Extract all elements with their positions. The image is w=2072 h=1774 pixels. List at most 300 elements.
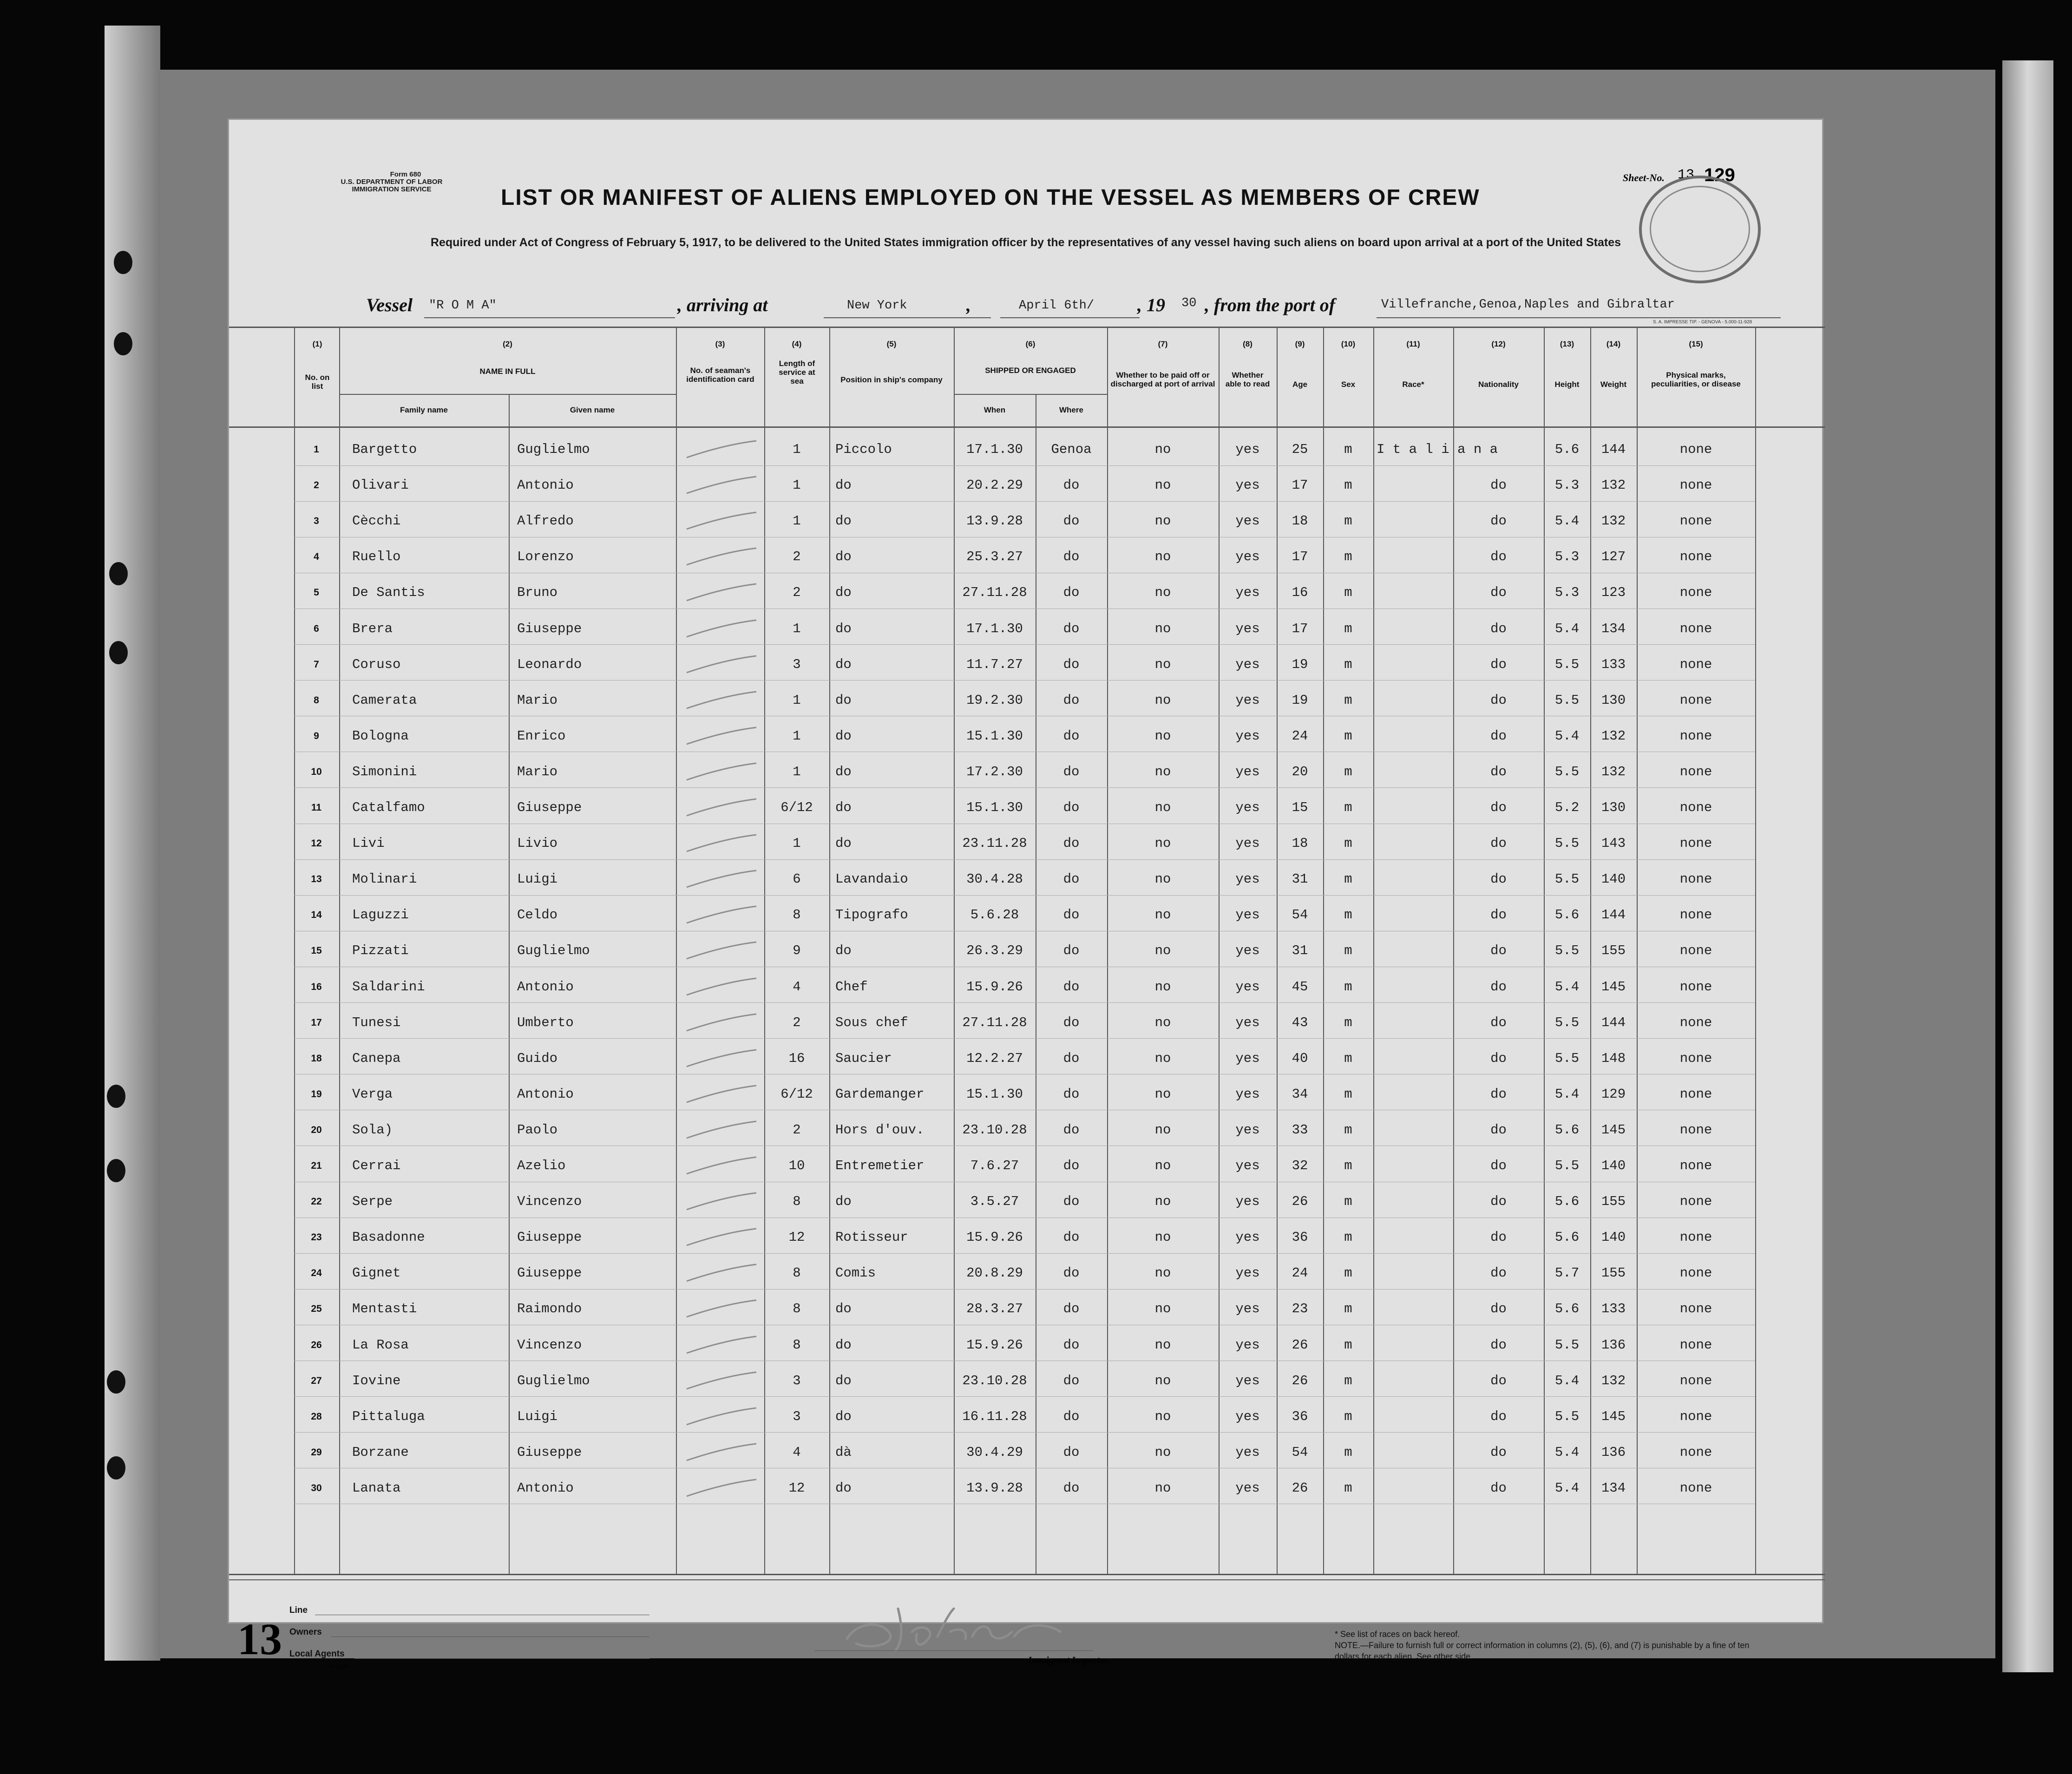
- cell-service: 9: [793, 943, 801, 959]
- col-11-header: Race*: [1402, 380, 1424, 389]
- cell-nat: do: [1490, 1301, 1507, 1317]
- cell-paid: no: [1154, 1373, 1171, 1388]
- page-title: LIST OR MANIFEST OF ALIENS EMPLOYED ON THE VESSEL AS MEMBERS OF CREW: [501, 185, 1480, 210]
- cell-sex: m: [1344, 656, 1352, 672]
- cell-service: 1: [793, 692, 801, 708]
- cell-weight: 136: [1601, 1337, 1626, 1353]
- cell-service: 4: [793, 979, 801, 995]
- col-8-header: Whether able to read: [1225, 371, 1270, 388]
- row-number: 1: [314, 444, 319, 455]
- cell-service: 2: [793, 1122, 801, 1138]
- cell-paid: no: [1154, 1015, 1171, 1030]
- table-top-border: [229, 327, 1825, 328]
- cell-service: 6/12: [780, 1086, 813, 1102]
- cell-height: 5.5: [1554, 692, 1580, 708]
- cell-nat: do: [1490, 764, 1507, 779]
- row-rule: [294, 1396, 1755, 1397]
- cell-age: 18: [1292, 513, 1308, 529]
- date-comma: ,: [966, 295, 971, 315]
- form-number: Form 680: [390, 170, 421, 178]
- cell-family: Mentasti: [352, 1301, 417, 1317]
- cell-height: 5.3: [1554, 585, 1580, 601]
- cell-position: do: [835, 764, 852, 779]
- cell-when: 19.2.30: [966, 692, 1023, 708]
- cell-where: do: [1063, 764, 1080, 779]
- id-card-check-mark: [682, 545, 761, 569]
- footer-line-label: Line: [289, 1605, 308, 1615]
- cell-paid: no: [1154, 943, 1171, 959]
- cell-weight: 144: [1601, 442, 1626, 457]
- year-prefix: , 19: [1137, 295, 1165, 315]
- cell-height: 5.5: [1554, 871, 1580, 887]
- from-port-underline: [1377, 317, 1781, 318]
- service-name: IMMIGRATION SERVICE: [352, 185, 432, 193]
- cell-where: do: [1063, 1373, 1080, 1388]
- cell-when: 15.1.30: [966, 728, 1023, 744]
- cell-age: 34: [1292, 1086, 1308, 1102]
- cell-given: Giuseppe: [517, 621, 582, 636]
- cell-read: yes: [1235, 1230, 1260, 1245]
- cell-paid: no: [1154, 1444, 1171, 1460]
- cell-service: 3: [793, 1373, 801, 1388]
- cell-when: 20.8.29: [966, 1265, 1023, 1281]
- name-header-rule: [339, 394, 676, 395]
- cell-where: do: [1063, 800, 1080, 815]
- cell-paid: no: [1154, 907, 1171, 923]
- cell-position: do: [835, 478, 852, 493]
- cell-marks: none: [1679, 1408, 1712, 1424]
- cell-given: Guglielmo: [517, 1373, 590, 1388]
- cell-nat: do: [1490, 656, 1507, 672]
- cell-service: 2: [793, 585, 801, 601]
- page-subtitle: Required under Act of Congress of February 5, 1917, to be delivered to the United States immigration officer by the representatives of any vessel having such aliens on board upon arrival at a port of the United States: [430, 236, 1621, 249]
- cell-age: 16: [1292, 585, 1308, 601]
- cell-read: yes: [1235, 1194, 1260, 1210]
- col-5-header: Position in ship's company: [840, 375, 943, 384]
- row-rule: [294, 1002, 1755, 1003]
- cell-when: 28.3.27: [966, 1301, 1023, 1317]
- vessel-label: Vessel: [366, 295, 413, 315]
- id-card-check-mark: [682, 1369, 761, 1393]
- row-rule: [294, 787, 1755, 788]
- cell-where: do: [1063, 1050, 1080, 1066]
- binder-hole-icon: [107, 1085, 125, 1108]
- cell-service: 10: [788, 1158, 805, 1173]
- cell-position: do: [835, 585, 852, 601]
- cell-family: Canepa: [352, 1050, 401, 1066]
- cell-service: 12: [788, 1480, 805, 1496]
- cell-read: yes: [1235, 1301, 1260, 1317]
- id-card-check-mark: [682, 1047, 761, 1070]
- col-11-number: (11): [1406, 340, 1420, 348]
- cell-height: 5.4: [1554, 728, 1580, 744]
- col-10-header: Sex: [1341, 380, 1356, 389]
- cell-where: do: [1063, 943, 1080, 959]
- cell-weight: 134: [1601, 1480, 1626, 1496]
- cell-when: 15.9.26: [966, 1337, 1023, 1353]
- cell-given: Guglielmo: [517, 442, 590, 457]
- cell-sex: m: [1344, 943, 1352, 959]
- cell-where: do: [1063, 1265, 1080, 1281]
- cell-read: yes: [1235, 728, 1260, 744]
- row-number: 21: [311, 1160, 322, 1171]
- cell-marks: none: [1679, 1444, 1712, 1460]
- id-card-check-mark: [682, 1297, 761, 1321]
- cell-height: 5.5: [1554, 1337, 1580, 1353]
- cell-read: yes: [1235, 1050, 1260, 1066]
- cell-nat: do: [1490, 943, 1507, 959]
- cell-age: 43: [1292, 1015, 1308, 1030]
- cell-position: Entremetier: [835, 1158, 925, 1173]
- cell-paid: no: [1154, 1301, 1171, 1317]
- cell-given: Enrico: [517, 728, 566, 744]
- cell-position: Piccolo: [835, 442, 892, 457]
- cell-nat: do: [1490, 1337, 1507, 1353]
- cell-where: do: [1063, 692, 1080, 708]
- cell-family: Saldarini: [352, 979, 425, 995]
- row-rule: [294, 859, 1755, 860]
- cell-sex: m: [1344, 585, 1352, 601]
- cell-weight: 134: [1601, 621, 1626, 636]
- cell-position: do: [835, 943, 852, 959]
- cell-position: do: [835, 621, 852, 636]
- cell-paid: no: [1154, 728, 1171, 744]
- cell-marks: none: [1679, 478, 1712, 493]
- cell-sex: m: [1344, 800, 1352, 815]
- col-4-number: (4): [792, 340, 802, 348]
- id-card-check-mark: [682, 1405, 761, 1428]
- cell-given: Giuseppe: [517, 1230, 582, 1245]
- id-card-check-mark: [682, 510, 761, 533]
- cell-nat: do: [1490, 979, 1507, 995]
- cell-age: 31: [1292, 943, 1308, 959]
- cell-when: 20.2.29: [966, 478, 1023, 493]
- cell-position: do: [835, 692, 852, 708]
- cell-age: 40: [1292, 1050, 1308, 1066]
- cell-age: 19: [1292, 656, 1308, 672]
- row-number: 3: [314, 516, 319, 527]
- cell-read: yes: [1235, 692, 1260, 708]
- cell-where: do: [1063, 1301, 1080, 1317]
- cell-age: 19: [1292, 692, 1308, 708]
- signature-line: [814, 1650, 1093, 1651]
- cell-age: 17: [1292, 478, 1308, 493]
- row-number: 27: [311, 1375, 322, 1386]
- cell-paid: no: [1154, 1408, 1171, 1424]
- cell-where: do: [1063, 1158, 1080, 1173]
- cell-weight: 155: [1601, 1194, 1626, 1210]
- cell-height: 5.5: [1554, 943, 1580, 959]
- cell-age: 23: [1292, 1301, 1308, 1317]
- id-card-check-mark: [682, 689, 761, 712]
- header-bottom-border: [229, 426, 1825, 428]
- cell-marks: none: [1679, 549, 1712, 565]
- cell-weight: 132: [1601, 478, 1626, 493]
- cell-age: 15: [1292, 800, 1308, 815]
- col-4-header: Length of service at sea: [779, 359, 815, 386]
- id-card-check-mark: [682, 903, 761, 927]
- cell-height: 5.3: [1554, 549, 1580, 565]
- cell-service: 12: [788, 1230, 805, 1245]
- cell-paid: no: [1154, 800, 1171, 815]
- cell-nat: do: [1490, 800, 1507, 815]
- footer-code: 14-1240: [329, 1663, 350, 1669]
- cell-sex: m: [1344, 1050, 1352, 1066]
- cell-service: 1: [793, 513, 801, 529]
- cell-when: 16.11.28: [962, 1408, 1027, 1424]
- cell-marks: none: [1679, 979, 1712, 995]
- col-9-number: (9): [1295, 340, 1305, 348]
- cell-read: yes: [1235, 513, 1260, 529]
- cell-family: Serpe: [352, 1194, 393, 1210]
- row-number: 8: [314, 694, 319, 706]
- cell-family: Livi: [352, 836, 385, 851]
- sheet-number-label: Sheet-No.: [1623, 172, 1665, 183]
- cell-where: do: [1063, 585, 1080, 601]
- cell-when: 23.10.28: [962, 1373, 1027, 1388]
- cell-service: 16: [788, 1050, 805, 1066]
- cell-paid: no: [1154, 1158, 1171, 1173]
- cell-service: 2: [793, 1015, 801, 1030]
- cell-position: Chef: [835, 979, 868, 995]
- cell-given: Celdo: [517, 907, 558, 923]
- cell-marks: none: [1679, 1122, 1712, 1138]
- cell-where: do: [1063, 621, 1080, 636]
- cell-nat: do: [1490, 907, 1507, 923]
- cell-when: 3.5.27: [970, 1194, 1019, 1210]
- col-6-number: (6): [1025, 340, 1036, 348]
- cell-height: 5.4: [1554, 621, 1580, 636]
- cell-height: 5.7: [1554, 1265, 1580, 1281]
- id-card-check-mark: [682, 1334, 761, 1357]
- cell-position: Hors d'ouv.: [835, 1122, 925, 1138]
- cell-marks: none: [1679, 764, 1712, 779]
- cell-weight: 127: [1601, 549, 1626, 565]
- cell-where: do: [1063, 656, 1080, 672]
- arriving-label: , arriving at: [677, 295, 768, 315]
- column-divider: [676, 327, 677, 1574]
- id-card-check-mark: [682, 581, 761, 604]
- cell-family: Molinari: [352, 871, 417, 887]
- cell-sex: m: [1344, 979, 1352, 995]
- cell-marks: none: [1679, 800, 1712, 815]
- row-rule: [294, 1253, 1755, 1254]
- row-rule: [294, 1289, 1755, 1290]
- date-underline: [1000, 317, 1140, 318]
- cell-sex: m: [1344, 1194, 1352, 1210]
- race-footnote: * See list of races on back hereof.: [1335, 1630, 1460, 1639]
- binder-strip: [105, 26, 160, 1661]
- cell-position: do: [835, 1301, 852, 1317]
- cell-service: 6: [793, 871, 801, 887]
- cell-paid: no: [1154, 1265, 1171, 1281]
- row-rule: [294, 644, 1755, 645]
- col-13-header: Height: [1554, 380, 1580, 389]
- cell-age: 36: [1292, 1230, 1308, 1245]
- cell-paid: no: [1154, 1337, 1171, 1353]
- cell-age: 26: [1292, 1337, 1308, 1353]
- cell-age: 26: [1292, 1194, 1308, 1210]
- cell-age: 17: [1292, 549, 1308, 565]
- cell-nat: do: [1490, 1480, 1507, 1496]
- row-number: 14: [311, 910, 322, 921]
- cell-read: yes: [1235, 764, 1260, 779]
- cell-position: Rotisseur: [835, 1230, 908, 1245]
- cell-nat: do: [1490, 1050, 1507, 1066]
- cell-read: yes: [1235, 1265, 1260, 1281]
- cell-read: yes: [1235, 907, 1260, 923]
- cell-marks: none: [1679, 1015, 1712, 1030]
- cell-read: yes: [1235, 1373, 1260, 1388]
- port-underline: [824, 317, 991, 318]
- cell-given: Guglielmo: [517, 943, 590, 959]
- cell-marks: none: [1679, 513, 1712, 529]
- cell-given: Vincenzo: [517, 1337, 582, 1353]
- cell-marks: none: [1679, 656, 1712, 672]
- cell-read: yes: [1235, 1015, 1260, 1030]
- column-divider: [829, 327, 830, 1574]
- cell-sex: m: [1344, 1337, 1352, 1353]
- cell-paid: no: [1154, 1194, 1171, 1210]
- row-number: 10: [311, 766, 322, 777]
- cell-nat: do: [1490, 1015, 1507, 1030]
- row-number: 18: [311, 1053, 322, 1064]
- cell-where: do: [1063, 1122, 1080, 1138]
- cell-paid: no: [1154, 692, 1171, 708]
- cell-weight: 144: [1601, 1015, 1626, 1030]
- col-2b-header: Given name: [570, 406, 615, 414]
- col-12-number: (12): [1491, 340, 1506, 348]
- cell-read: yes: [1235, 585, 1260, 601]
- cell-paid: no: [1154, 478, 1171, 493]
- row-number: 9: [314, 730, 319, 741]
- cell-when: 27.11.28: [962, 1015, 1027, 1030]
- binder-hole-icon: [114, 332, 132, 355]
- inspector-label: Immigrant Inspector.: [1028, 1655, 1110, 1665]
- binder-hole-icon: [109, 562, 128, 585]
- id-card-check-mark: [682, 474, 761, 497]
- table-bottom-border: [229, 1574, 1825, 1575]
- row-rule: [294, 1432, 1755, 1433]
- cell-height: 5.4: [1554, 1480, 1580, 1496]
- cell-family: Cècchi: [352, 513, 401, 529]
- binder-hole-icon: [107, 1159, 125, 1182]
- cell-race: I t a l i a n a: [1377, 442, 1498, 457]
- id-card-check-mark: [682, 438, 761, 461]
- cell-nat: do: [1490, 1194, 1507, 1210]
- id-card-check-mark: [682, 832, 761, 855]
- col-2-number: (2): [503, 340, 512, 348]
- cell-marks: none: [1679, 1194, 1712, 1210]
- row-number: 29: [311, 1447, 322, 1458]
- cell-nat: do: [1490, 513, 1507, 529]
- table-bottom-border-2: [229, 1579, 1825, 1580]
- cell-sex: m: [1344, 1408, 1352, 1424]
- cell-when: 17.2.30: [966, 764, 1023, 779]
- cell-position: do: [835, 1194, 852, 1210]
- id-card-check-mark: [682, 1262, 761, 1285]
- cell-read: yes: [1235, 836, 1260, 851]
- cell-position: do: [835, 549, 852, 565]
- cell-where: do: [1063, 871, 1080, 887]
- cell-height: 5.6: [1554, 907, 1580, 923]
- cell-family: Lanata: [352, 1480, 401, 1496]
- cell-weight: 145: [1601, 979, 1626, 995]
- cell-marks: none: [1679, 907, 1712, 923]
- binder-hole-icon: [107, 1370, 125, 1394]
- cell-height: 5.6: [1554, 1194, 1580, 1210]
- cell-height: 5.6: [1554, 1122, 1580, 1138]
- cell-service: 1: [793, 764, 801, 779]
- cell-given: Livio: [517, 836, 558, 851]
- cell-marks: none: [1679, 442, 1712, 457]
- cell-age: 24: [1292, 1265, 1308, 1281]
- cell-nat: do: [1490, 1230, 1507, 1245]
- cell-position: Gardemanger: [835, 1086, 925, 1102]
- cell-nat: do: [1490, 1373, 1507, 1388]
- cell-weight: 132: [1601, 728, 1626, 744]
- cell-family: Tunesi: [352, 1015, 401, 1030]
- col-6a-header: When: [984, 406, 1006, 414]
- col-10-number: (10): [1341, 340, 1356, 348]
- cell-given: Alfredo: [517, 513, 574, 529]
- cell-marks: none: [1679, 1337, 1712, 1353]
- cell-sex: m: [1344, 728, 1352, 744]
- cell-weight: 130: [1601, 692, 1626, 708]
- cell-weight: 143: [1601, 836, 1626, 851]
- cell-height: 5.5: [1554, 656, 1580, 672]
- row-number: 25: [311, 1303, 322, 1315]
- binder-hole-icon: [107, 1456, 125, 1479]
- row-number: 4: [314, 551, 319, 563]
- cell-when: 17.1.30: [966, 621, 1023, 636]
- cell-read: yes: [1235, 478, 1260, 493]
- cell-where: do: [1063, 1015, 1080, 1030]
- cell-when: 17.1.30: [966, 442, 1023, 457]
- cell-age: 31: [1292, 871, 1308, 887]
- binder-hole-icon: [109, 641, 128, 664]
- cell-family: Iovine: [352, 1373, 401, 1388]
- cell-weight: 133: [1601, 656, 1626, 672]
- cell-read: yes: [1235, 871, 1260, 887]
- cell-when: 15.9.26: [966, 1230, 1023, 1245]
- cell-sex: m: [1344, 1444, 1352, 1460]
- row-number: 16: [311, 981, 322, 992]
- cell-weight: 145: [1601, 1408, 1626, 1424]
- row-number: 7: [314, 659, 319, 670]
- row-number: 13: [311, 874, 322, 885]
- cell-position: Tipografo: [835, 907, 908, 923]
- cell-sex: m: [1344, 836, 1352, 851]
- cell-height: 5.4: [1554, 1086, 1580, 1102]
- cell-where: do: [1063, 549, 1080, 565]
- col-14-header: Weight: [1600, 380, 1627, 389]
- inspector-signature: [828, 1595, 1088, 1660]
- page-number: 129: [1704, 165, 1735, 185]
- cell-marks: none: [1679, 836, 1712, 851]
- cell-read: yes: [1235, 1086, 1260, 1102]
- cell-read: yes: [1235, 1480, 1260, 1496]
- cell-given: Antonio: [517, 1480, 574, 1496]
- col-6b-header: Where: [1059, 406, 1083, 414]
- cell-family: Borzane: [352, 1444, 409, 1460]
- id-card-check-mark: [682, 1011, 761, 1034]
- col-15-header: Physical marks, peculiarities, or disease: [1651, 371, 1741, 388]
- cell-position: do: [835, 728, 852, 744]
- cell-weight: 140: [1601, 1230, 1626, 1245]
- id-card-check-mark: [682, 975, 761, 999]
- cell-position: do: [835, 1337, 852, 1353]
